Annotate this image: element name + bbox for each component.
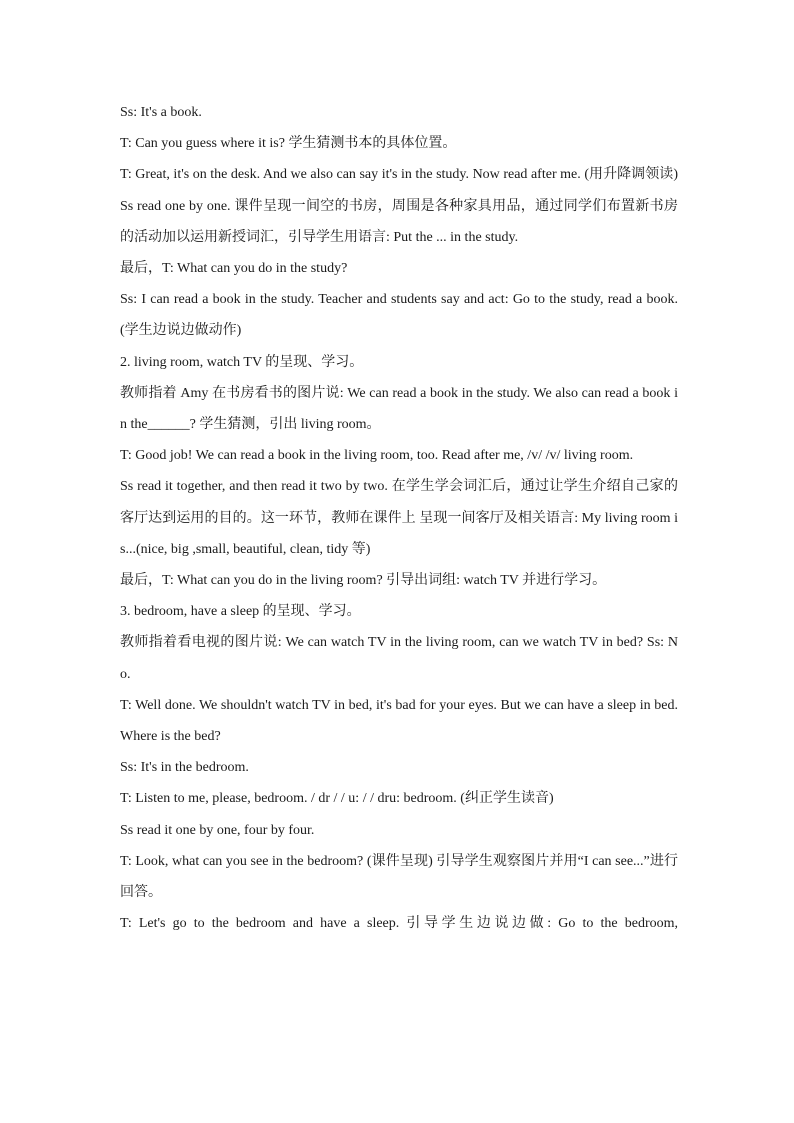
paragraph: T: Great, it's on the desk. And we also can say it's in the study. Now read after me. (用升降调领读) Ss read one by one. 课件呈现一间空的书房，周围是各种家具用品，通过同学们布置新书房的活动加以运用新授词汇，引导学生用语言: Put the ... in the study. <box>120 167 678 245</box>
paragraph: T: Let's go to the bedroom and have a sleep. 引导学生边说边做: Go to the bedroom, <box>120 916 678 932</box>
paragraph: Ss: I can read a book in the study. Teacher and students say and act: Go to the study, read a book. (学生边说边做动作) <box>120 292 678 339</box>
paragraph: T: Good job! We can read a book in the living room, too. Read after me, /v/ /v/ living room. <box>120 448 634 464</box>
paragraph: T: Can you guess where it is? 学生猜测书本的具体位置。 <box>120 136 457 152</box>
paragraph: Ss: It's a book. <box>120 105 202 120</box>
paragraph: Ss read it one by one, four by four. <box>120 822 315 838</box>
section-heading: 3. bedroom, have a sleep 的呈现、学习。 <box>120 604 361 620</box>
paragraph: T: Listen to me, please, bedroom. / dr / / u: / / dru: bedroom. (纠正学生读音) <box>120 791 554 807</box>
paragraph: 教师指着看电视的图片说: We can watch TV in the living room, can we watch TV in bed? Ss: No. <box>120 635 678 682</box>
paragraph: 最后，T: What can you do in the study? <box>120 261 348 277</box>
paragraph: Ss read it together, and then read it two by two. 在学生学会词汇后，通过让学生介绍自己家的客厅达到运用的目的。这一环节，教师在课件上 呈现一间客厅及相关语言: My living room is...(nice, big ,small, beautiful, clean, tidy 等) <box>120 479 678 557</box>
paragraph: 最后，T: What can you do in the living room? 引导出词组: watch TV 并进行学习。 <box>120 573 607 589</box>
document-body <box>120 97 678 939</box>
paragraph: T: Look, what can you see in the bedroom? (课件呈现) 引导学生观察图片并用“I can see...”进行回答。 <box>120 853 678 901</box>
paragraph: Ss: It's in the bedroom. <box>120 760 249 776</box>
paragraph: T: Well done. We shouldn't watch TV in bed, it's bad for your eyes. But we can have a sleep in bed. Where is the bed? <box>120 697 678 745</box>
section-heading: 2. living room, watch TV 的呈现、学习。 <box>120 354 364 370</box>
paragraph: 教师指着 Amy 在书房看书的图片说: We can read a book in the study. We also can read a book in the______? 学生猜测，引出 living room。 <box>120 385 678 433</box>
